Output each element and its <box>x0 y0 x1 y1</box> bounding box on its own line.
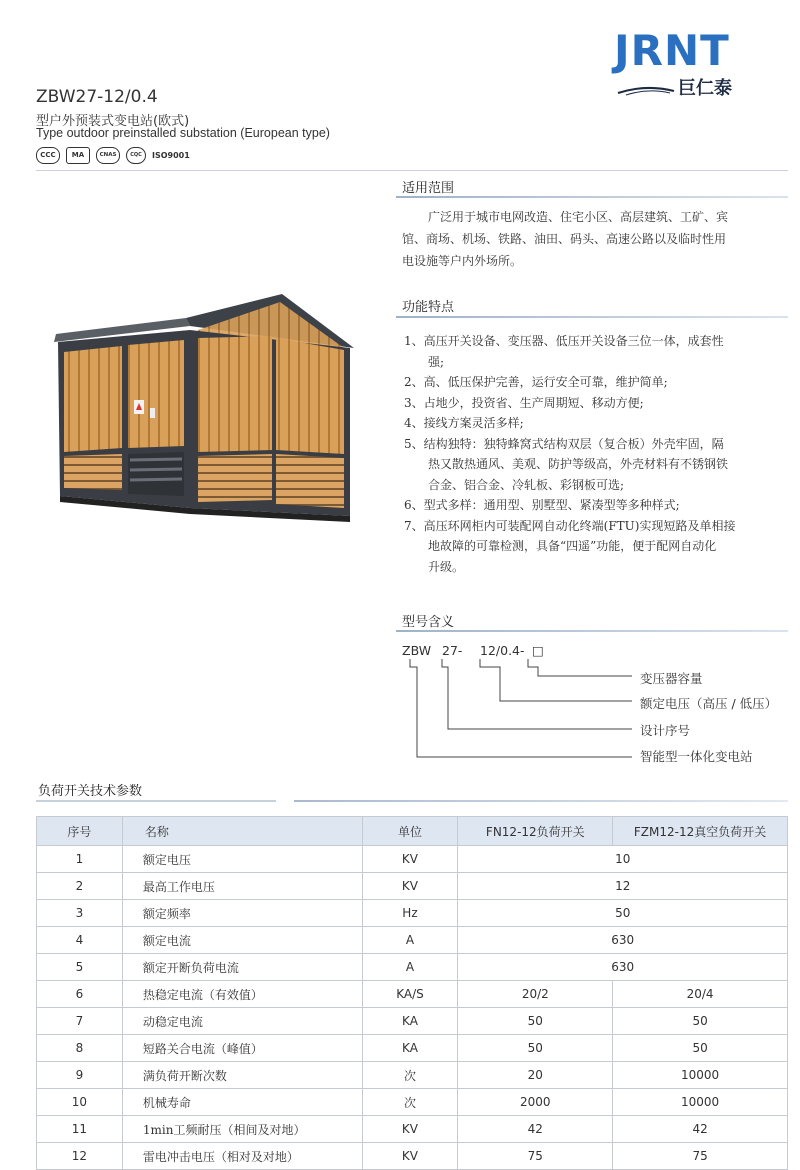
table-cell: 2000 <box>458 1089 613 1116</box>
table-row <box>37 927 788 954</box>
model-label-voltage: 额定电压（高压 / 低压） <box>640 696 778 711</box>
brand-logo <box>608 28 788 98</box>
table-cell: A <box>362 954 458 981</box>
column-header: FN12-12负荷开关 <box>458 817 613 846</box>
feature-item: 2、高、低压保护完善，运行安全可靠，维护简单; <box>404 375 668 389</box>
table-row <box>37 1089 788 1116</box>
table-cell: A <box>362 927 458 954</box>
table-cell: 热稳定电流（有效值） <box>122 981 362 1008</box>
table-cell: KV <box>362 1116 458 1143</box>
table-cell: KA/S <box>362 981 458 1008</box>
scope-line: 广泛用于城市电网改造、住宅小区、高层建筑、工矿、宾 <box>428 210 729 224</box>
scope-text <box>402 206 792 272</box>
table-row <box>37 846 788 873</box>
cqc-mark-icon: CQC <box>126 147 146 164</box>
feature-item: 5、结构独特：独特蜂窝式结构双层（复合板）外壳牢固，隔 热又散热通风、美观、防护等级高，外壳材料有不锈钢铁 合金、铝合金、冷轧板、彩钢板可选; <box>404 436 729 492</box>
feature-item: 6、型式多样：通用型、别墅型、紧凑型等多种样式; <box>404 498 680 512</box>
certification-marks <box>36 146 190 164</box>
table-cell: KA <box>362 1035 458 1062</box>
table-cell: 6 <box>37 981 123 1008</box>
model-label-series: 智能型一体化变电站 <box>640 749 753 764</box>
scope-line: 馆、商场、机场、铁路、油田、码头、高速公路以及临时性用 <box>402 232 727 246</box>
table-cell: 50 <box>613 1008 788 1035</box>
table-heading: 负荷开关技术参数 <box>38 784 143 799</box>
table-cell: 2 <box>37 873 123 900</box>
table-cell: 次 <box>362 1089 458 1116</box>
table-heading-rule <box>294 800 788 802</box>
cnas-mark-icon: CNAS <box>96 147 120 164</box>
table-cell: 额定电压 <box>122 846 362 873</box>
table-cell: 630 <box>458 954 788 981</box>
header-divider <box>36 170 788 171</box>
table-cell: 11 <box>37 1116 123 1143</box>
model-part-voltage: 12/0.4- <box>480 643 525 658</box>
table-cell: 10 <box>458 846 788 873</box>
column-header: 名称 <box>122 817 362 846</box>
product-title-en: Type outdoor preinstalled substation (European type) <box>36 126 330 140</box>
table-cell: 额定开断负荷电流 <box>122 954 362 981</box>
table-heading-rule <box>36 800 276 802</box>
table-row <box>37 900 788 927</box>
table-cell: 5 <box>37 954 123 981</box>
table-row <box>37 981 788 1008</box>
table-cell: 42 <box>613 1116 788 1143</box>
column-header: 单位 <box>362 817 458 846</box>
table-row <box>37 1116 788 1143</box>
model-meaning-rule <box>396 630 788 632</box>
iso-label: ISO9001 <box>152 150 190 160</box>
column-header: FZM12-12真空负荷开关 <box>613 817 788 846</box>
table-cell: 75 <box>458 1143 613 1170</box>
table-cell: 42 <box>458 1116 613 1143</box>
table-cell: 50 <box>458 900 788 927</box>
table-cell: 8 <box>37 1035 123 1062</box>
table-cell: Hz <box>362 900 458 927</box>
feature-item: 3、占地少，投资省、生产周期短、移动方便; <box>404 395 644 410</box>
table-cell: 10000 <box>613 1062 788 1089</box>
table-cell: 动稳定电流 <box>122 1008 362 1035</box>
table-cell: 机械寿命 <box>122 1089 362 1116</box>
table-cell: 4 <box>37 927 123 954</box>
model-label-design: 设计序号 <box>640 723 691 738</box>
table-cell: 20/2 <box>458 981 613 1008</box>
model-part-series: ZBW <box>402 643 432 658</box>
table-cell: 50 <box>458 1008 613 1035</box>
model-meaning-heading: 型号含义 <box>402 615 455 630</box>
features-heading: 功能特点 <box>402 300 455 315</box>
table-cell: 7 <box>37 1008 123 1035</box>
cma-mark-icon: MA <box>66 147 90 164</box>
table-cell: 10000 <box>613 1089 788 1116</box>
ccc-mark-icon: CCC <box>36 147 60 164</box>
table-cell: 满负荷开断次数 <box>122 1062 362 1089</box>
table-cell: KV <box>362 873 458 900</box>
table-row <box>37 1035 788 1062</box>
table-cell: KV <box>362 1143 458 1170</box>
parameters-table <box>36 816 788 1170</box>
table-cell: 短路关合电流（峰值） <box>122 1035 362 1062</box>
table-cell: 12 <box>37 1143 123 1170</box>
model-connector-lines <box>400 655 640 765</box>
table-cell: 3 <box>37 900 123 927</box>
table-cell: 50 <box>613 1035 788 1062</box>
table-cell: 1 <box>37 846 123 873</box>
product-model: ZBW27-12/0.4 <box>36 87 158 107</box>
table-cell: 9 <box>37 1062 123 1089</box>
table-row <box>37 1008 788 1035</box>
table-cell: 20 <box>458 1062 613 1089</box>
table-cell: 额定电流 <box>122 927 362 954</box>
feature-item: 7、高压环网柜内可装配网自动化终端(FTU)实现短路及单相接 地故障的可靠检测，具备“四遥”功能，便于配网自动化 升级。 <box>404 518 736 574</box>
table-row <box>37 1143 788 1170</box>
table-row <box>37 873 788 900</box>
logo-chinese-name: 巨仁泰 <box>678 78 732 99</box>
table-cell: 次 <box>362 1062 458 1089</box>
model-label-capacity: 变压器容量 <box>640 671 703 686</box>
table-cell: 630 <box>458 927 788 954</box>
logo-wordmark: JRNT <box>614 26 730 75</box>
table-cell: 50 <box>458 1035 613 1062</box>
scope-rule <box>396 196 788 198</box>
logo-swoosh-icon <box>616 84 676 98</box>
table-cell: 额定频率 <box>122 900 362 927</box>
features-list <box>404 331 794 577</box>
feature-item: 1、高压开关设备、变压器、低压开关设备三位一体，成套性 强; <box>404 334 724 369</box>
table-header-row <box>37 817 788 846</box>
table-row <box>37 1062 788 1089</box>
scope-line: 电设施等户内外场所。 <box>402 254 523 268</box>
feature-item: 4、接线方案灵活多样; <box>404 416 524 430</box>
table-cell: 12 <box>458 873 788 900</box>
table-cell: 雷电冲击电压（相对及对地） <box>122 1143 362 1170</box>
table-cell: KV <box>362 846 458 873</box>
substation-image <box>50 290 360 540</box>
table-cell: 10 <box>37 1089 123 1116</box>
product-title-cn: 型户外预装式变电站(欧式) <box>36 114 190 129</box>
table-cell: 最高工作电压 <box>122 873 362 900</box>
table-cell: 75 <box>613 1143 788 1170</box>
model-part-capacity: □ <box>532 643 544 658</box>
model-part-design: 27- <box>442 643 463 658</box>
table-cell: KA <box>362 1008 458 1035</box>
table-cell: 1min工频耐压（相间及对地） <box>122 1116 362 1143</box>
features-rule <box>396 316 788 318</box>
table-row <box>37 954 788 981</box>
column-header: 序号 <box>37 817 123 846</box>
scope-heading: 适用范围 <box>402 181 455 196</box>
table-cell: 20/4 <box>613 981 788 1008</box>
